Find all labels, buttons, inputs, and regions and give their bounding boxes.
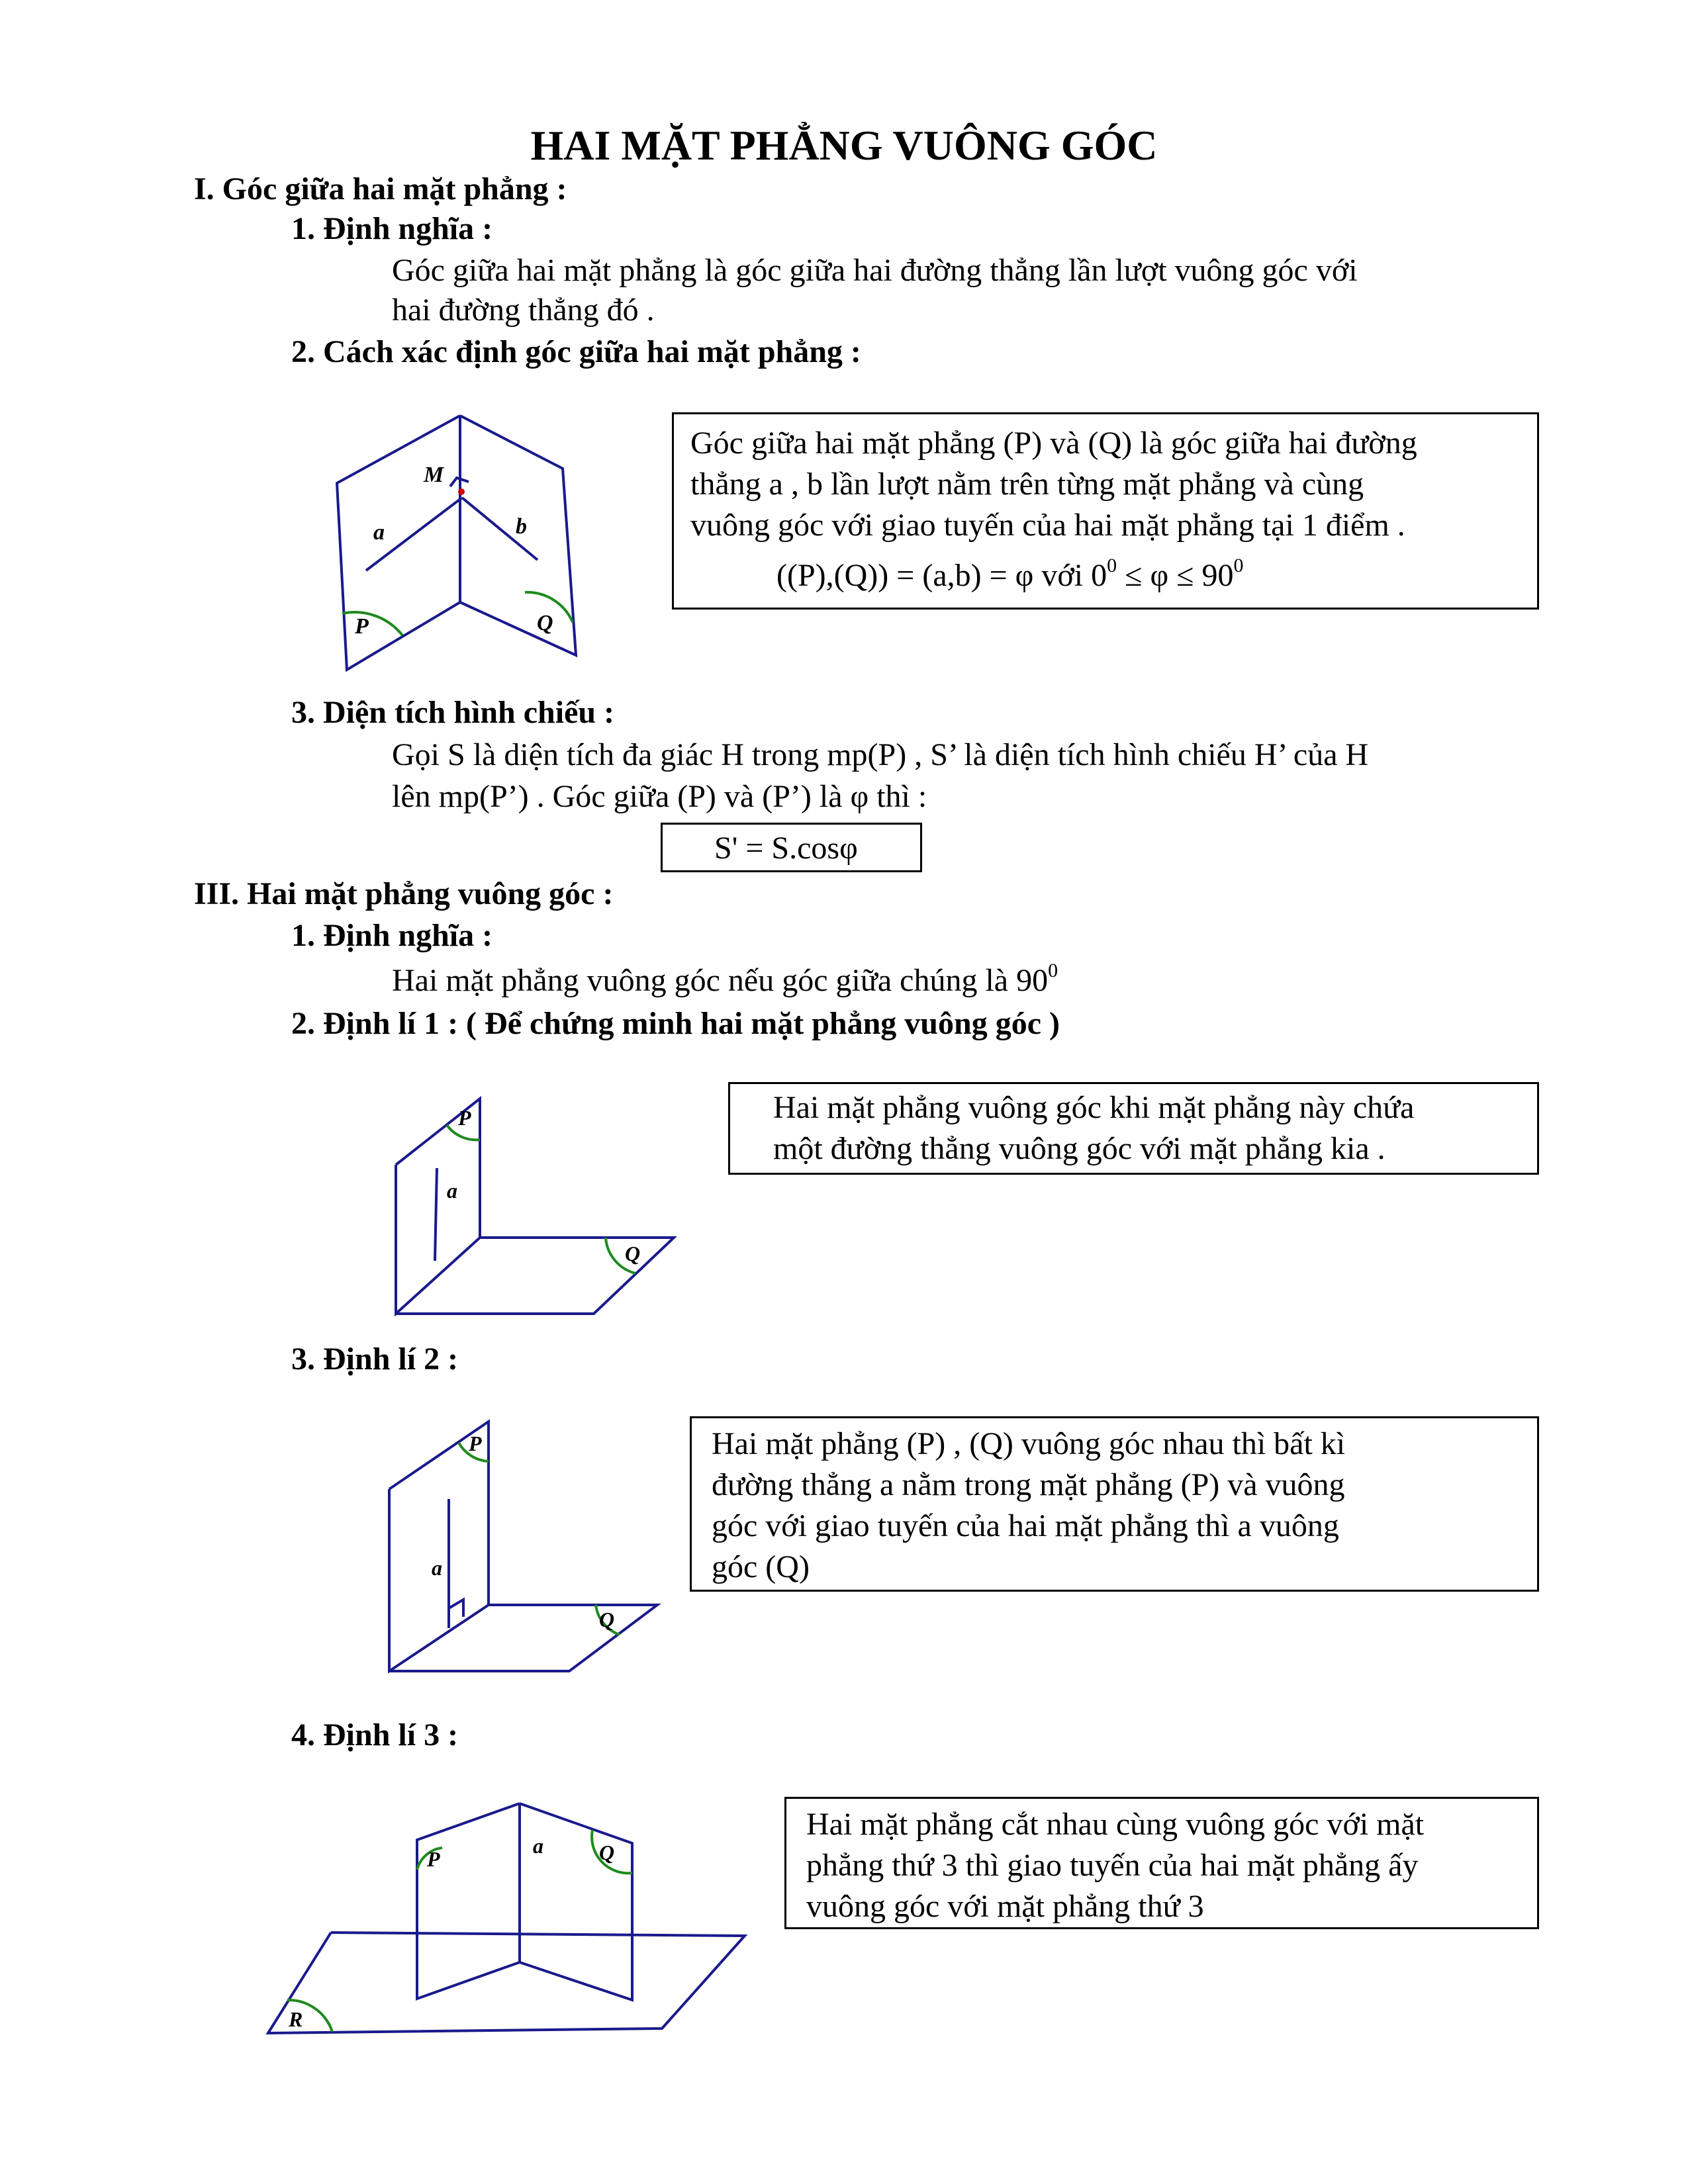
label-p: P — [469, 1432, 482, 1455]
box1-line-2: thẳng a , b lần lượt nằm trên từng mặt phẳng và cùng — [690, 467, 1364, 502]
box4-line-3: vuông góc với mặt phẳng thứ 3 — [806, 1889, 1204, 1924]
projection-line-1: Gọi S là diện tích đa giác H trong mp(P) , S’ là diện tích hình chiếu H’ của H — [392, 737, 1369, 772]
perp-definition-text: Hai mặt phẳng vuông góc nếu góc giữa chúng là 90 — [392, 963, 1049, 998]
box1-line-1: Góc giữa hai mặt phẳng (P) và (Q) là góc giữa hai đường — [690, 426, 1417, 461]
projection-heading: 3. Diện tích hình chiếu : — [291, 695, 615, 730]
projection-line-2: lên mp(P’) . Góc giữa (P) và (P’) là φ thì : — [392, 779, 927, 814]
label-a: a — [432, 1556, 442, 1580]
page-title: HAI MẶT PHẲNG VUÔNG GÓC — [530, 122, 1158, 169]
box4-line-2: phẳng thứ 3 thì giao tuyến của hai mặt phẳng ấy — [806, 1848, 1419, 1883]
formula-sup-2: 0 — [1233, 555, 1244, 576]
formula-part-2: ≤ φ ≤ 90 — [1117, 558, 1234, 593]
box2-line-1: Hai mặt phẳng vuông góc khi mặt phẳng này chứa — [773, 1090, 1415, 1125]
box1-line-3: vuông góc với giao tuyến của hai mặt phẳng tại 1 điểm . — [690, 508, 1405, 543]
box3-line-2: đường thẳng a nằm trong mặt phẳng (P) và vuông — [712, 1467, 1345, 1502]
label-b: b — [516, 514, 527, 539]
box2-line-2: một đường thẳng vuông góc với mặt phẳng kia . — [773, 1131, 1385, 1166]
label-q: Q — [625, 1242, 641, 1265]
label-q: Q — [599, 1608, 615, 1631]
perp-definition-heading: 1. Định nghĩa : — [291, 918, 493, 953]
box4-line-1: Hai mặt phẳng cắt nhau cùng vuông góc với mặt — [806, 1807, 1425, 1842]
label-q: Q — [599, 1841, 615, 1864]
box3-line-4: góc (Q) — [712, 1549, 810, 1584]
theorem-1-heading: 2. Định lí 1 : ( Để chứng minh hai mặt phẳng vuông góc ) — [291, 1006, 1060, 1041]
plane-r-outline — [268, 1933, 745, 2033]
label-a: a — [373, 520, 385, 545]
theorem-3-heading: 4. Định lí 3 : — [291, 1717, 459, 1752]
method-heading: 2. Cách xác định góc giữa hai mặt phẳng : — [291, 334, 861, 369]
perp-definition-sup: 0 — [1048, 960, 1058, 981]
label-p: P — [355, 614, 369, 639]
projection-formula: S' = S.cosφ — [714, 831, 858, 866]
definition-heading: 1. Định nghĩa : — [291, 211, 493, 246]
plane-p-outline — [417, 1803, 520, 1999]
label-p: P — [458, 1106, 471, 1130]
label-q: Q — [537, 611, 553, 635]
definition-line-1: Góc giữa hai mặt phẳng là góc giữa hai đường thẳng lần lượt vuông góc với — [392, 253, 1358, 288]
formula-part-1: ((P),(Q)) = (a,b) = φ với 0 — [776, 558, 1107, 593]
definition-line-2: hai đường thẳng đó . — [392, 293, 655, 328]
label-m: M — [424, 463, 444, 487]
theorem-3-box — [784, 1797, 1539, 1929]
theorem-2-heading: 3. Định lí 2 : — [291, 1342, 459, 1377]
section-1-heading: I. Góc giữa hai mặt phẳng : — [194, 171, 567, 206]
label-a: a — [533, 1834, 543, 1858]
box3-line-3: góc với giao tuyến của hai mặt phẳng thì a vuông — [712, 1508, 1339, 1543]
label-p: P — [427, 1847, 440, 1871]
section-3-heading: III. Hai mặt phẳng vuông góc : — [194, 876, 614, 911]
label-r: R — [289, 2007, 303, 2031]
label-a: a — [447, 1179, 457, 1203]
box3-line-1: Hai mặt phẳng (P) , (Q) vuông góc nhau thì bất kì — [712, 1426, 1346, 1461]
formula-sup-1: 0 — [1107, 555, 1117, 576]
plane-q-outline — [520, 1803, 632, 2000]
